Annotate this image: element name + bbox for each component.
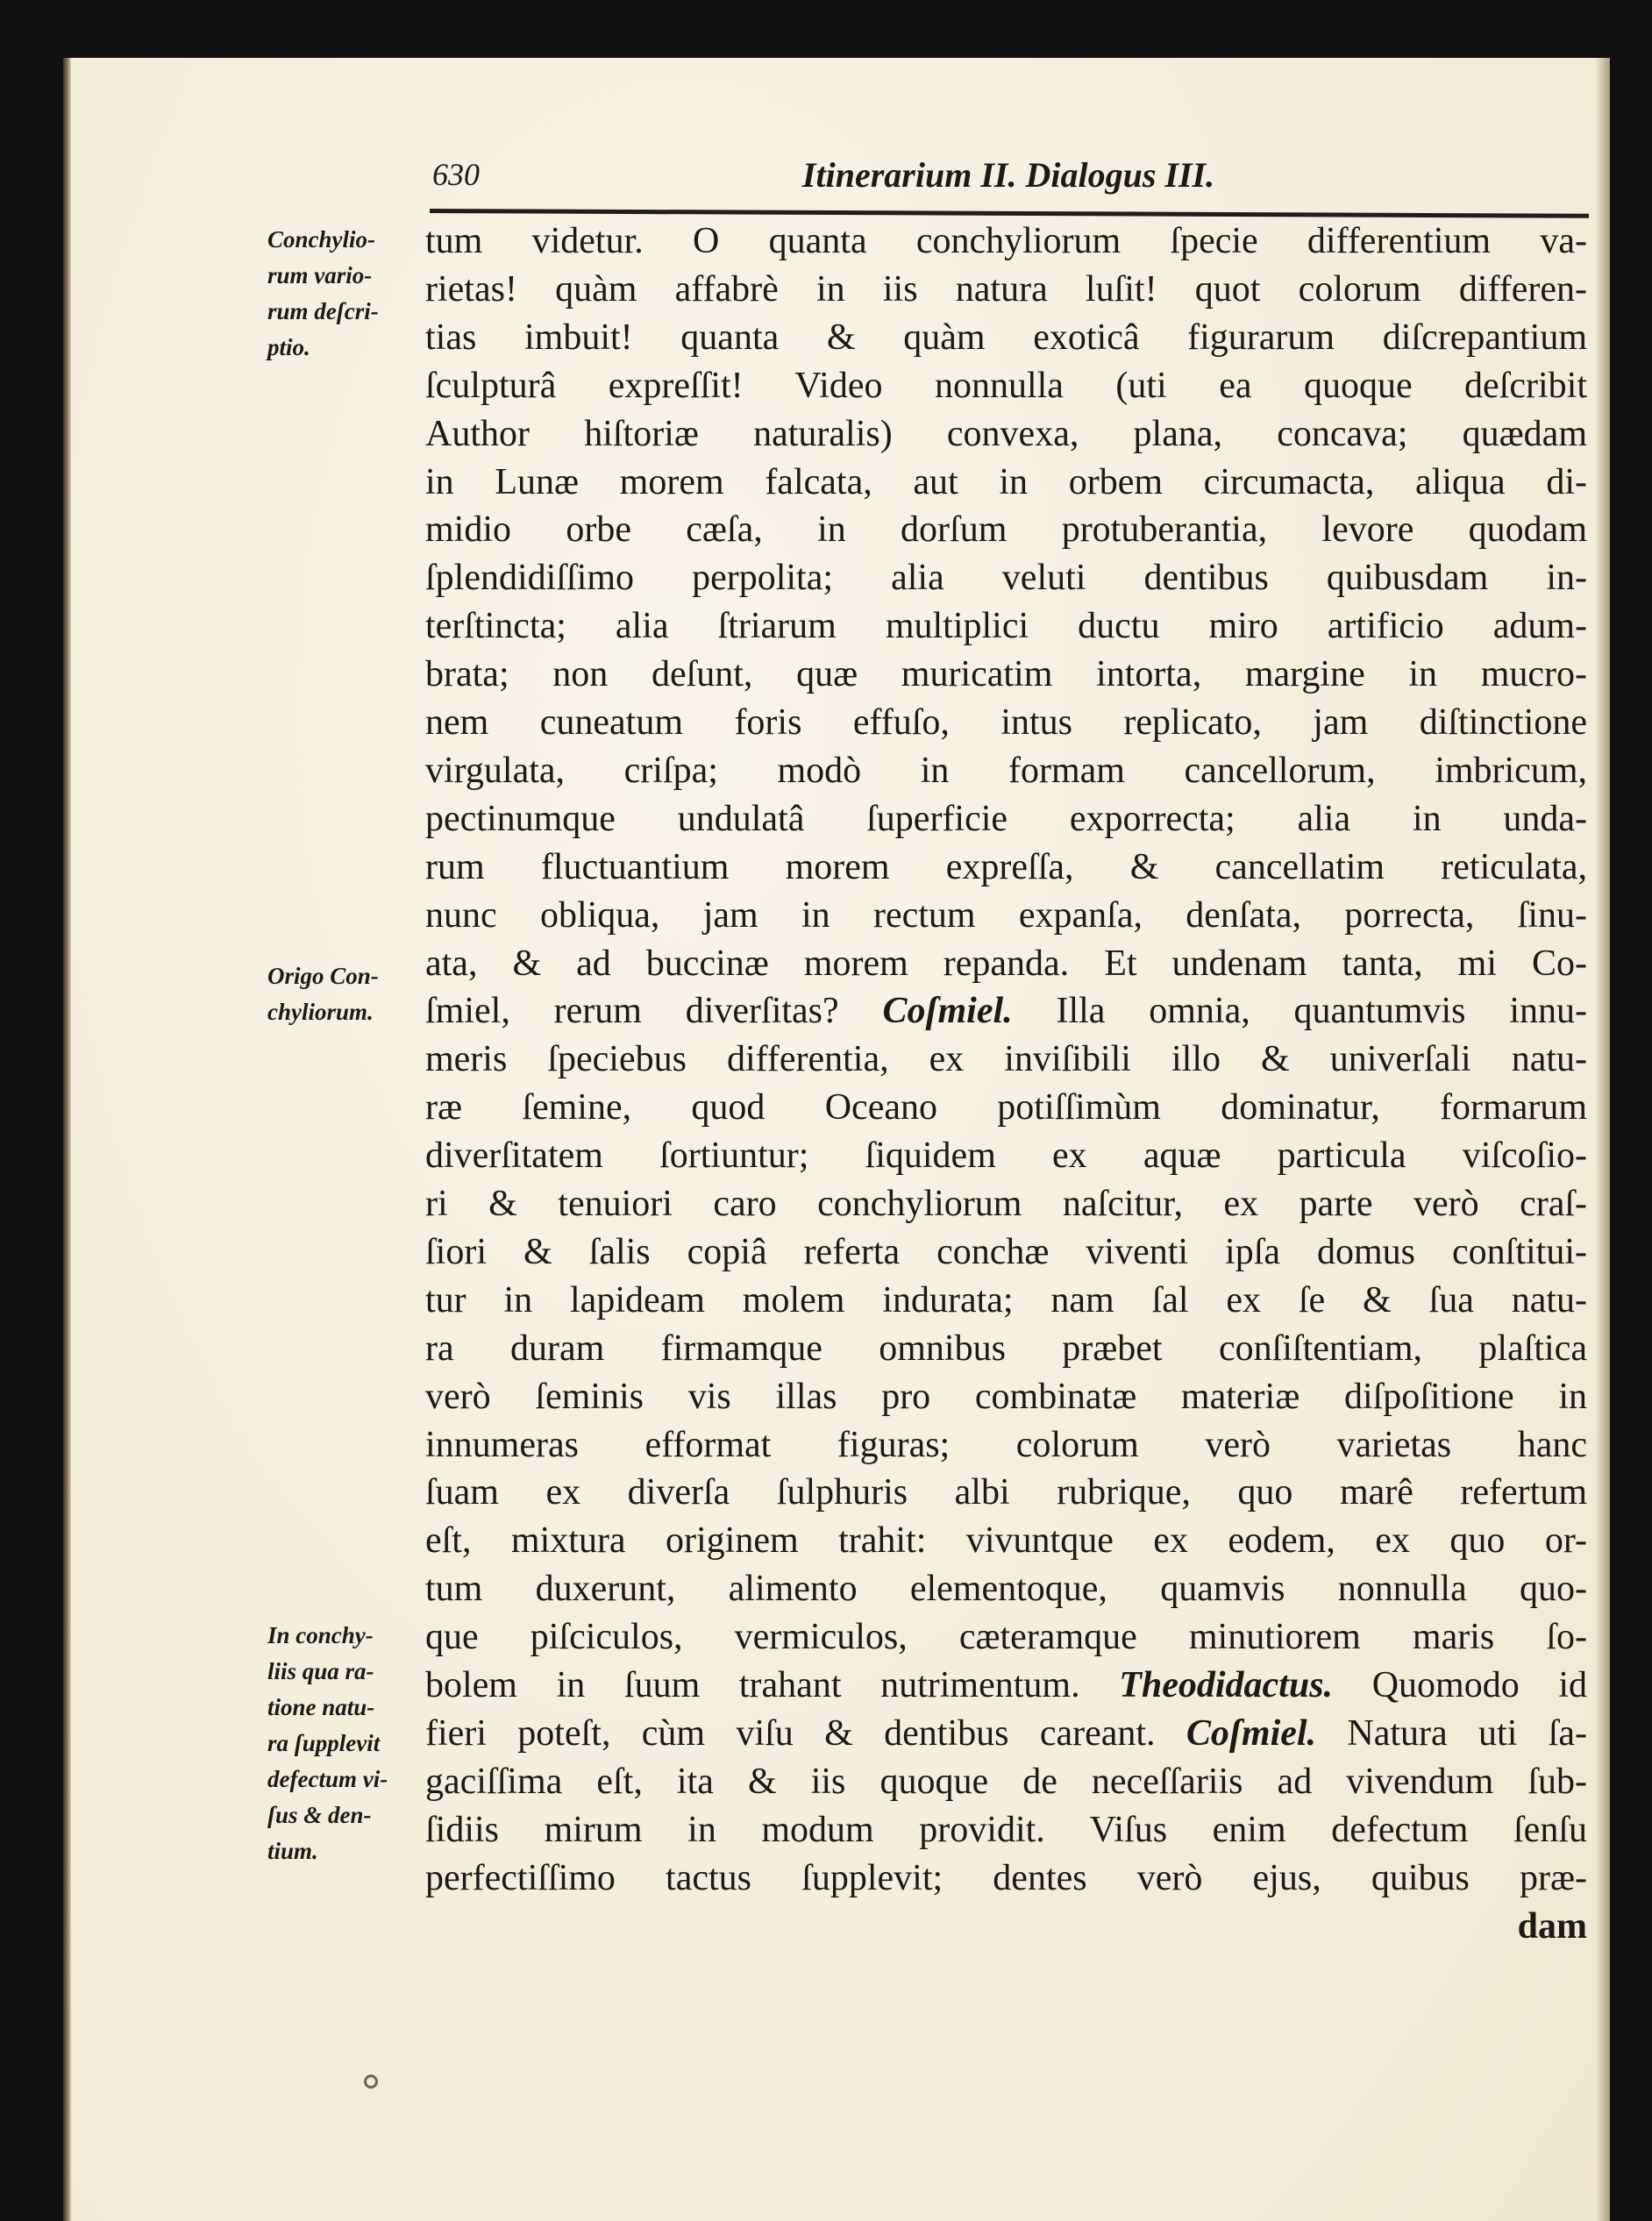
page-binding-edge	[63, 58, 71, 2221]
margin-note-line: tione natu-	[267, 1694, 375, 1720]
text-line: ata, & ad buccinæ morem repanda. Et undenam tanta, mi Co-	[425, 943, 1587, 984]
text-line: Author hiſtoriæ naturalis) convexa, plana, concava; quædam	[425, 413, 1587, 454]
text-line	[425, 1662, 1587, 1710]
text-line: ræ ſemine, quod Oceano potiſſimùm dominatur, formarum	[425, 1087, 1587, 1128]
text-line: verò ſeminis vis illas pro combinatæ materiæ diſpoſitione in	[425, 1376, 1587, 1417]
running-title: Itinerarium II. Dialogus III.	[801, 155, 1215, 195]
margin-note-origo	[267, 958, 421, 1030]
text-segment: Quomodo id	[1333, 1665, 1587, 1705]
text-line: nem cuneatum foris effuſo, intus replicato, jam diſtinctione	[425, 702, 1587, 743]
margin-note-line: ſus & den-	[267, 1802, 372, 1828]
text-line: innumeras efformat figuras; colorum verò varietas hanc	[425, 1424, 1587, 1465]
text-line: nunc obliqua, jam in rectum expanſa, denſata, porrecta, ſinu-	[425, 894, 1587, 936]
text-segment: ſmiel, rerum diverſitas?	[425, 991, 883, 1032]
text-segment: fieri poteſt, cùm viſu & dentibus careant.	[425, 1712, 1186, 1754]
text-line: ſculpturâ expreſſit! Video nonnulla (uti ea quoque deſcribit	[425, 365, 1587, 406]
text-line: diverſitatem ſortiuntur; ſiquidem ex aquæ particula viſcoſio-	[425, 1135, 1587, 1177]
page-right-edge	[1596, 58, 1610, 2221]
text-line: meris ſpeciebus differentia, ex inviſibili illo & univerſali natu-	[425, 1039, 1587, 1080]
margin-note-line: chyliorum.	[267, 999, 374, 1025]
margin-note-line: liis qua ra-	[267, 1658, 374, 1684]
speaker-name: Coſmiel.	[882, 991, 1013, 1032]
text-line: ra duram firmamque omnibus præbet conſiſtentiam, plaſtica	[425, 1328, 1587, 1369]
margin-note-line: ra ſupplevit	[267, 1730, 381, 1756]
margin-note-conchyliorum-varietas	[267, 222, 421, 366]
text-line: in Lunæ morem falcata, aut in orbem circumacta, aliqua di-	[425, 461, 1587, 502]
text-line: tur in lapideam molem indurata; nam ſal ex ſe & ſua natu-	[425, 1279, 1587, 1320]
text-line: pectinumque undulatâ ſuperficie exporrecta; alia in unda-	[425, 798, 1587, 839]
text-line: ri & tenuiori caro conchyliorum naſcitur, ex parte verò craſ-	[425, 1184, 1587, 1224]
text-line: ſuam ex diverſa ſulphuris albi rubrique, quo marê refertum	[425, 1472, 1587, 1513]
text-line: ſidiis mirum in modum providit. Viſus enim defectum ſenſu	[425, 1809, 1587, 1850]
speaker-name: Theodidactus.	[1119, 1665, 1334, 1705]
text-line: rum fluctuantium morem expreſſa, & cancellatim reticulata,	[425, 846, 1587, 887]
text-line: que piſciculos, vermiculos, cæteramque minutiorem maris ſo-	[425, 1617, 1587, 1658]
text-line: virgulata, criſpa; modò in formam cancellorum, imbricum,	[425, 750, 1587, 791]
text-line: ſplendidiſſimo perpolita; alia veluti dentibus quibusdam in-	[425, 558, 1587, 599]
text-line: gaciſſima eſt, ita & iis quoque de neceſſariis ad vivendum ſub-	[425, 1761, 1587, 1802]
text-line: midio orbe cæſa, in dorſum protuberantia, levore quodam	[425, 509, 1587, 551]
margin-note-line: defectum vi-	[267, 1766, 388, 1792]
text-line: perfectiſſimo tactus ſupplevit; dentes verò ejus, quibus præ-	[425, 1857, 1587, 1898]
margin-note-line: tium.	[267, 1838, 318, 1864]
text-line: eſt, mixtura originem trahit: vivuntque ex eodem, ex quo or-	[425, 1520, 1587, 1562]
text-segment: Illa omnia, quantumvis innu-	[1012, 991, 1587, 1032]
text-line	[425, 1710, 1587, 1758]
page-number: 630	[432, 157, 480, 192]
margin-note-line: rum deſcri-	[267, 298, 379, 324]
text-line: tum videtur. O quanta conchyliorum ſpecie differentium va-	[425, 221, 1587, 261]
margin-note-line: rum vario-	[267, 262, 373, 288]
text-line: ſiori & ſalis copiâ referta conchæ viventi ipſa domus conſtitui-	[425, 1231, 1587, 1272]
margin-note-line: In conchy-	[267, 1622, 374, 1648]
text-line	[425, 987, 1587, 1036]
text-line: terſtincta; alia ſtriarum multiplici ductu miro artificio adum-	[425, 606, 1587, 647]
margin-note-line: Conchylio-	[267, 226, 376, 253]
text-line: tias imbuit! quanta & quàm exoticâ figurarum diſcrepantium	[425, 317, 1587, 358]
text-line: brata; non deſunt, quæ muricatim intorta, margine in mucro-	[425, 654, 1587, 695]
speaker-name: Coſmiel.	[1186, 1712, 1317, 1754]
text-line: rietas! quàm affabrè in iis natura luſit! quot colorum differen-	[425, 268, 1587, 310]
paper-blemish	[364, 2075, 378, 2089]
text-line: tum duxerunt, alimento elementoque, quamvis nonnulla quo-	[425, 1569, 1587, 1610]
text-segment: bolem in ſuum trahant nutrimentum.	[425, 1665, 1120, 1705]
text-segment: Natura uti ſa-	[1316, 1712, 1588, 1754]
margin-note-line: ptio.	[267, 334, 310, 360]
margin-note-natura-supplevit	[267, 1618, 421, 1869]
text-line: dam	[1517, 1905, 1587, 1947]
margin-note-line: Origo Con-	[267, 963, 379, 989]
